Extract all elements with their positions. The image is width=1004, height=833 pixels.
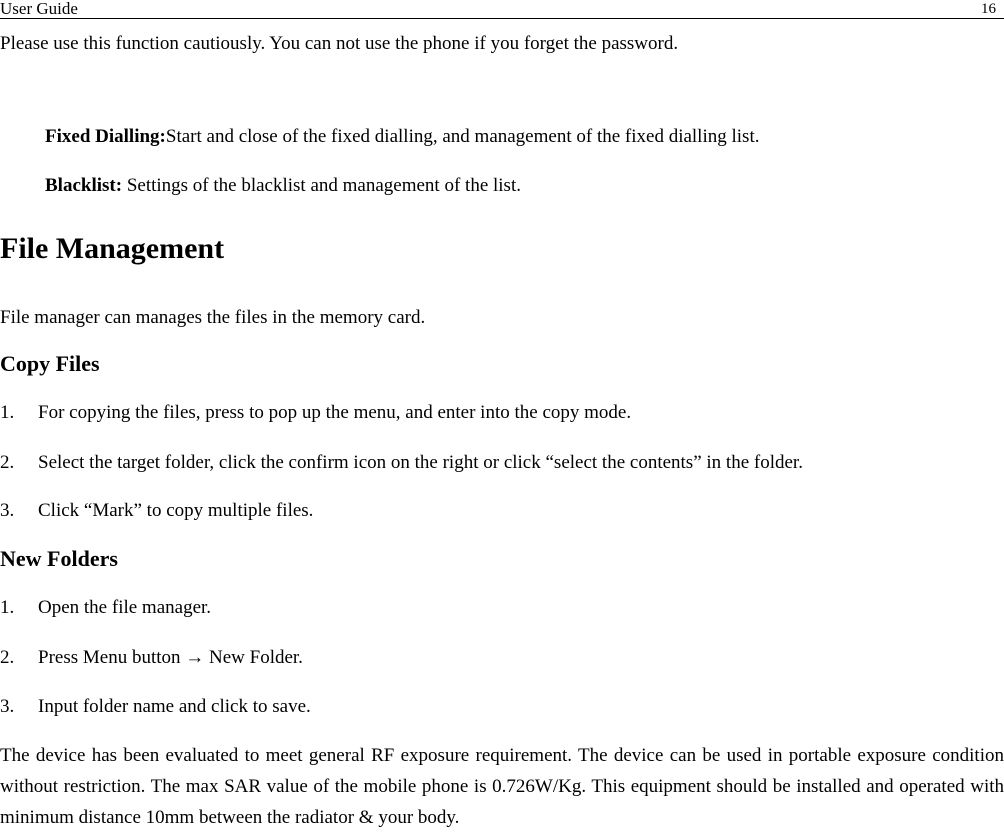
page-header (0, 0, 1004, 19)
header-title: User Guide (0, 0, 78, 18)
item-number: 3. (0, 696, 15, 717)
fixed-dialling-label: Fixed Dialling: (45, 126, 166, 147)
item-number: 1. (0, 597, 15, 618)
item-text: Click “Mark” to copy multiple files. (38, 500, 314, 521)
item-text: Press Menu button → New Folder. (38, 647, 303, 668)
copy-files-heading: Copy Files (0, 351, 100, 376)
page-number: 16 (981, 1, 996, 17)
file-management-heading: File Management (0, 232, 225, 265)
item-number: 1. (0, 402, 15, 423)
file-management-description: File manager can manages the files in the memory card. (0, 307, 426, 328)
blacklist-text: Settings of the blacklist and management of the list. (122, 175, 521, 196)
blacklist-label: Blacklist: (45, 175, 123, 196)
item-text: Select the target folder, click the confirm icon on the right or click “select the contents” in the folder. (38, 452, 803, 473)
item-number: 2. (0, 647, 15, 668)
item-text: Input folder name and click to save. (38, 696, 311, 717)
new-folders-heading: New Folders (0, 546, 118, 571)
rf-exposure-paragraph: The device has been evaluated to meet general RF exposure requirement. The device can be used in portable exposure condition without restriction. The max SAR value of the mobile phone is 0.726W/Kg. This equipment should be installed and operated with minimum distance 10mm between the radiator & your body. (0, 745, 1004, 828)
item-number: 3. (0, 500, 15, 521)
fixed-dialling-entry (45, 126, 759, 148)
item-text: For copying the files, press to pop up the menu, and enter into the copy mode. (38, 402, 632, 423)
item-text: Open the file manager. (38, 597, 212, 618)
caution-text: Please use this function cautiously. You can not use the phone if you forget the password. (0, 33, 679, 54)
fixed-dialling-text: Start and close of the fixed dialling, and management of the fixed dialling list. (165, 126, 760, 147)
item-number: 2. (0, 452, 15, 473)
blacklist-entry (45, 175, 521, 197)
